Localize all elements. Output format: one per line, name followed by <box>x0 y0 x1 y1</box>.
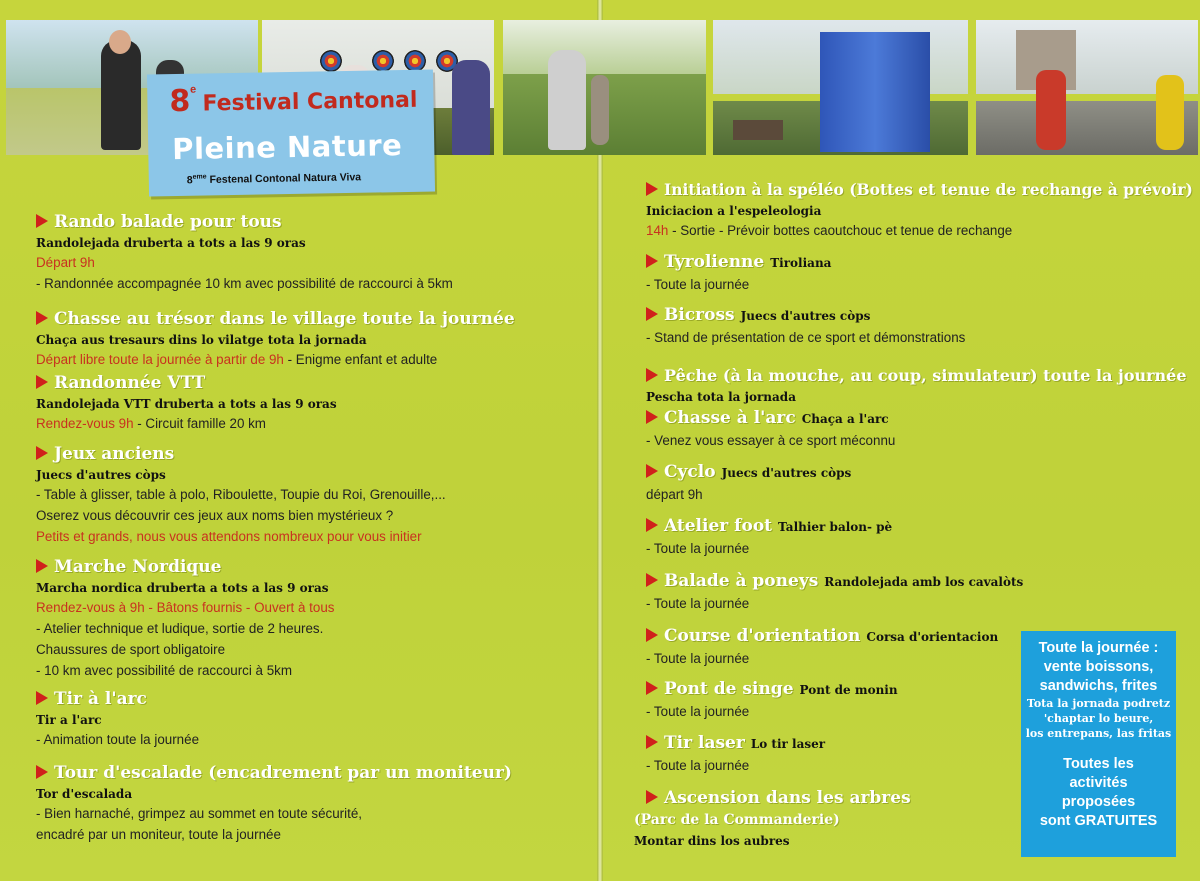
triangle-bullet-icon <box>646 628 658 642</box>
activity-tour-escalade: Tour d'escalade (encadrement par un moniteur) Tor d'escalada - Bien harnaché, grimpez au sommet en toute sécurité, encadré par un moniteur, toute la journée <box>36 763 512 842</box>
triangle-bullet-icon <box>646 182 658 196</box>
activity-tir-laser: Tir laser Lo tir laser - Toute la journée <box>646 733 826 773</box>
triangle-bullet-icon <box>646 573 658 587</box>
activity-bicross: Bicross Juecs d'autres còps - Stand de présentation de ce sport et démonstrations <box>646 305 966 345</box>
info-box-free-activities: Toute la journée : vente boissons, sandwichs, frites Tota la jornada podretz 'chaptar lo beure, los entrepans, las fritas Toutes les activités proposées sont GRATUITES <box>1021 631 1176 857</box>
triangle-bullet-icon <box>646 368 658 382</box>
triangle-bullet-icon <box>36 691 48 705</box>
triangle-bullet-icon <box>646 790 658 804</box>
edition-number: 8 <box>169 83 191 120</box>
photo-climbing-wall <box>713 20 968 155</box>
triangle-bullet-icon <box>36 311 48 325</box>
activity-peche: Pêche (à la mouche, au coup, simulateur) toute la journée Pescha tota la jornada <box>646 366 1187 404</box>
photo-cycling <box>976 20 1198 155</box>
title-line1: Festival Cantonal <box>202 87 418 117</box>
triangle-bullet-icon <box>646 410 658 424</box>
title-subtitle: 8eme Festenal Contonal Natura Viva <box>186 171 362 187</box>
activity-randonnee-vtt: Randonnée VTT Randolejada VTT druberta a tots a las 9 oras Rendez-vous 9h - Circuit famille 20 km <box>36 373 337 431</box>
photo-hiking <box>503 20 706 155</box>
activity-chasse-arc: Chasse à l'arc Chaça a l'arc - Venez vous essayer à ce sport méconnu <box>646 408 896 448</box>
activity-tyrolienne: Tyrolienne Tiroliana - Toute la journée <box>646 252 832 292</box>
activity-cyclo: Cyclo Juecs d'autres còps départ 9h <box>646 462 852 502</box>
activity-tir-arc: Tir à l'arc Tir a l'arc - Animation toute la journée <box>36 689 200 747</box>
activity-marche-nordique: Marche Nordique Marcha nordica druberta a tots a las 9 oras Rendez-vous à 9h - Bâtons fournis - Ouvert à tous - Atelier technique et ludique, sortie de 2 heures. Chaussures de sport obligatoire - 10 km avec possibilité de raccourci à 5km <box>36 557 335 678</box>
activity-chasse-tresor: Chasse au trésor dans le village toute la journée Chaça aus tresaurs dins lo vilatge tota la jornada Départ libre toute la journée à partir de 9h - Enigme enfant et adulte <box>36 309 515 367</box>
activity-pont-singe: Pont de singe Pont de monin - Toute la journée <box>646 679 898 719</box>
activity-atelier-foot: Atelier foot Talhier balon- pè - Toute la journée <box>646 516 893 556</box>
activity-speleo: Initiation à la spéléo (Bottes et tenue de rechange à prévoir) Iniciacion a l'espeleologia 14h - Sortie - Prévoir bottes caoutchouc et tenue de rechange <box>646 180 1193 238</box>
triangle-bullet-icon <box>36 765 48 779</box>
title-line2: Pleine Nature <box>171 128 403 167</box>
triangle-bullet-icon <box>36 559 48 573</box>
triangle-bullet-icon <box>646 681 658 695</box>
triangle-bullet-icon <box>646 307 658 321</box>
triangle-bullet-icon <box>646 735 658 749</box>
activity-course-orientation: Course d'orientation Corsa d'orientacion - Toute la journée <box>646 626 999 666</box>
triangle-bullet-icon <box>36 214 48 228</box>
activity-rando-balade: Rando balade pour tous Randolejada druberta a tots a las 9 oras Départ 9h - Randonnée accompagnée 10 km avec possibilité de raccourci à 5km <box>36 212 453 291</box>
triangle-bullet-icon <box>646 464 658 478</box>
triangle-bullet-icon <box>36 446 48 460</box>
triangle-bullet-icon <box>36 375 48 389</box>
triangle-bullet-icon <box>646 254 658 268</box>
festival-title-box <box>147 70 435 197</box>
edition-suffix: e <box>190 83 197 96</box>
triangle-bullet-icon <box>646 518 658 532</box>
activity-balade-poneys: Balade à poneys Randolejada amb los cavalòts - Toute la journée <box>646 571 1024 611</box>
activity-ascension-arbres: Ascension dans les arbres (Parc de la Commanderie) Montar dins los aubres <box>634 788 911 848</box>
activity-jeux-anciens: Jeux anciens Juecs d'autres còps - Table à glisser, table à polo, Riboulette, Toupie du Roi, Grenouille,... Oserez vous découvrir ces jeux aux noms bien mystérieux ? Petits et grands, nous vous attendons nombreux pour vous initier <box>36 444 446 544</box>
